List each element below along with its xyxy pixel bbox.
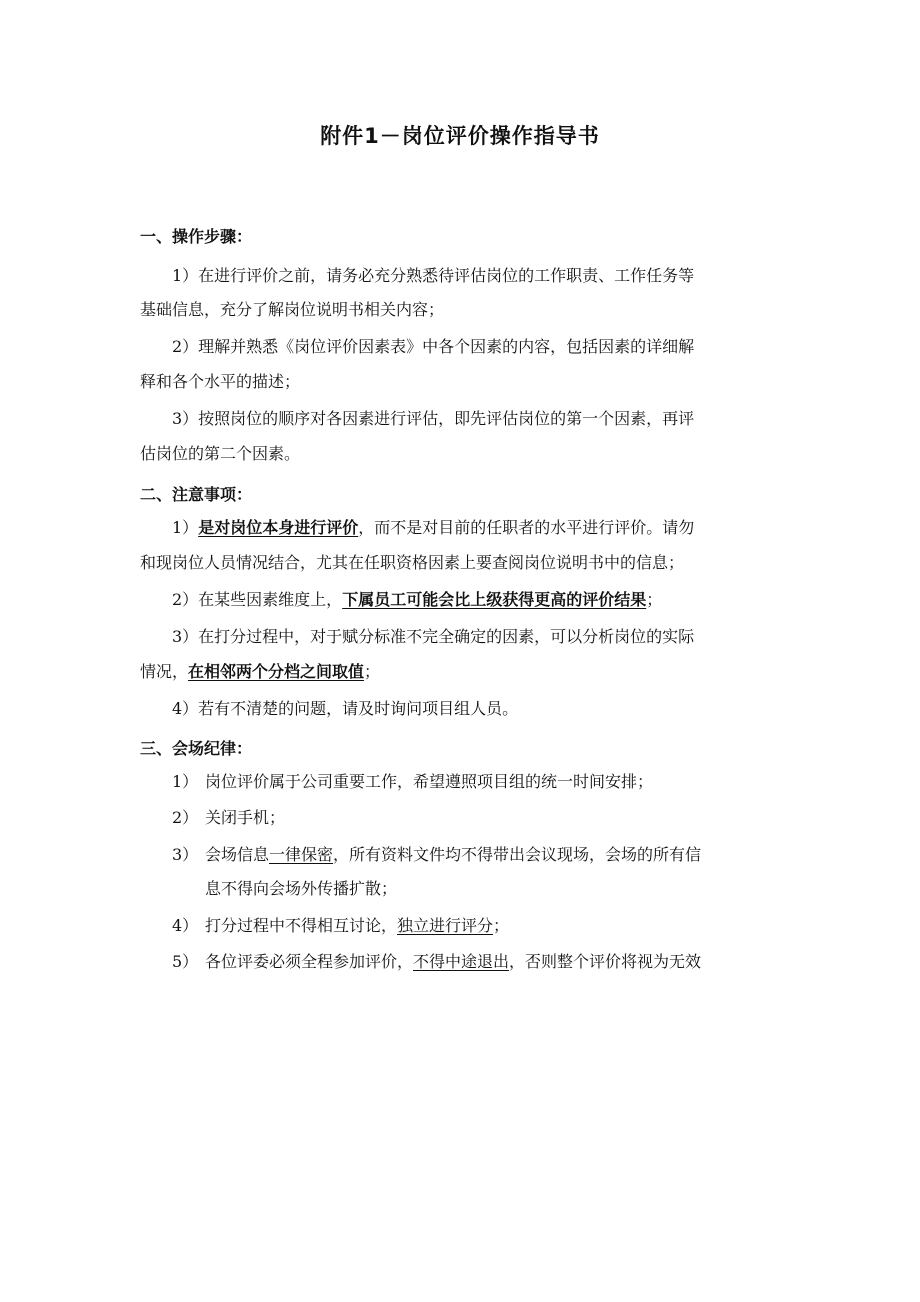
rule-1-text: 岗位评价属于公司重要工作，希望遵照项目组的统一时间安排；	[205, 772, 654, 791]
rule-2-number: 2）	[172, 808, 199, 827]
note-3-emphasis: 在相邻两个分档之间取值	[188, 662, 365, 681]
step-2-line-1: 2）理解并熟悉《岗位评价因素表》中各个因素的内容，包括因素的详细解	[172, 337, 695, 356]
rule-4-number: 4）	[172, 916, 199, 935]
step-3-line-1: 3）按照岗位的顺序对各因素进行评估，即先评估岗位的第一个因素，再评	[172, 409, 695, 428]
rule-3-number: 3）	[172, 845, 199, 864]
note-1-number: 1）	[172, 518, 199, 537]
rule-4-suffix: ；	[493, 916, 510, 935]
section-heading-discipline: 三、会场纪律：	[140, 739, 253, 758]
note-3-line-2	[140, 662, 380, 682]
rule-2-text: 关闭手机；	[205, 808, 286, 827]
note-3-prefix: 情况，	[140, 662, 189, 681]
rule-1-number: 1）	[172, 772, 199, 791]
rule-5-emphasis: 不得中途退出	[413, 952, 510, 971]
page-title: 附件1－岗位评价操作指导书	[320, 124, 600, 148]
rule-5-suffix: ，否则整个评价将视为无效	[509, 952, 702, 971]
rule-5-number: 5）	[172, 952, 199, 971]
rule-4-emphasis: 独立进行评分	[397, 916, 494, 935]
note-2-prefix: 2）在某些因素维度上，	[172, 590, 343, 609]
note-3-line-1: 3）在打分过程中，对于赋分标准不完全确定的因素，可以分析岗位的实际	[172, 627, 695, 646]
note-1-line-2: 和现岗位人员情况结合，尤其在任职资格因素上要查阅岗位说明书中的信息；	[140, 553, 685, 572]
note-1-rest: ，而不是对目前的任职者的水平进行评价。请勿	[358, 518, 695, 537]
note-4-line: 4）若有不清楚的问题，请及时询问项目组人员。	[172, 699, 519, 718]
note-1-line-1	[172, 518, 694, 538]
step-1-line-1: 1）在进行评价之前，请务必充分熟悉待评估岗位的工作职责、工作任务等	[172, 266, 695, 285]
note-1-emphasis: 是对岗位本身进行评价	[198, 518, 359, 537]
rule-4-prefix: 打分过程中不得相互讨论，	[205, 916, 398, 935]
section-heading-steps: 一、操作步骤：	[140, 227, 253, 246]
rule-3-line-1	[205, 845, 701, 865]
rule-3-emphasis: 一律保密	[269, 845, 334, 864]
step-1-line-2: 基础信息，充分了解岗位说明书相关内容；	[140, 300, 445, 319]
section-heading-notes: 二、注意事项：	[140, 485, 253, 504]
note-2-line	[172, 590, 662, 610]
note-3-suffix: ；	[364, 662, 381, 681]
note-2-emphasis: 下属员工可能会比上级获得更高的评价结果	[342, 590, 647, 609]
rule-3-prefix: 会场信息	[205, 845, 270, 864]
note-2-suffix: ；	[646, 590, 663, 609]
step-2-line-2: 释和各个水平的描述；	[140, 372, 301, 391]
rule-4-line	[205, 916, 509, 936]
rule-5-prefix: 各位评委必须全程参加评价，	[205, 952, 414, 971]
rule-3-line-2: 息不得向会场外传播扩散；	[205, 879, 398, 898]
rule-3-rest: ，所有资料文件均不得带出会议现场，会场的所有信	[333, 845, 702, 864]
step-3-line-2: 估岗位的第二个因素。	[140, 444, 301, 463]
rule-5-line	[205, 952, 701, 972]
